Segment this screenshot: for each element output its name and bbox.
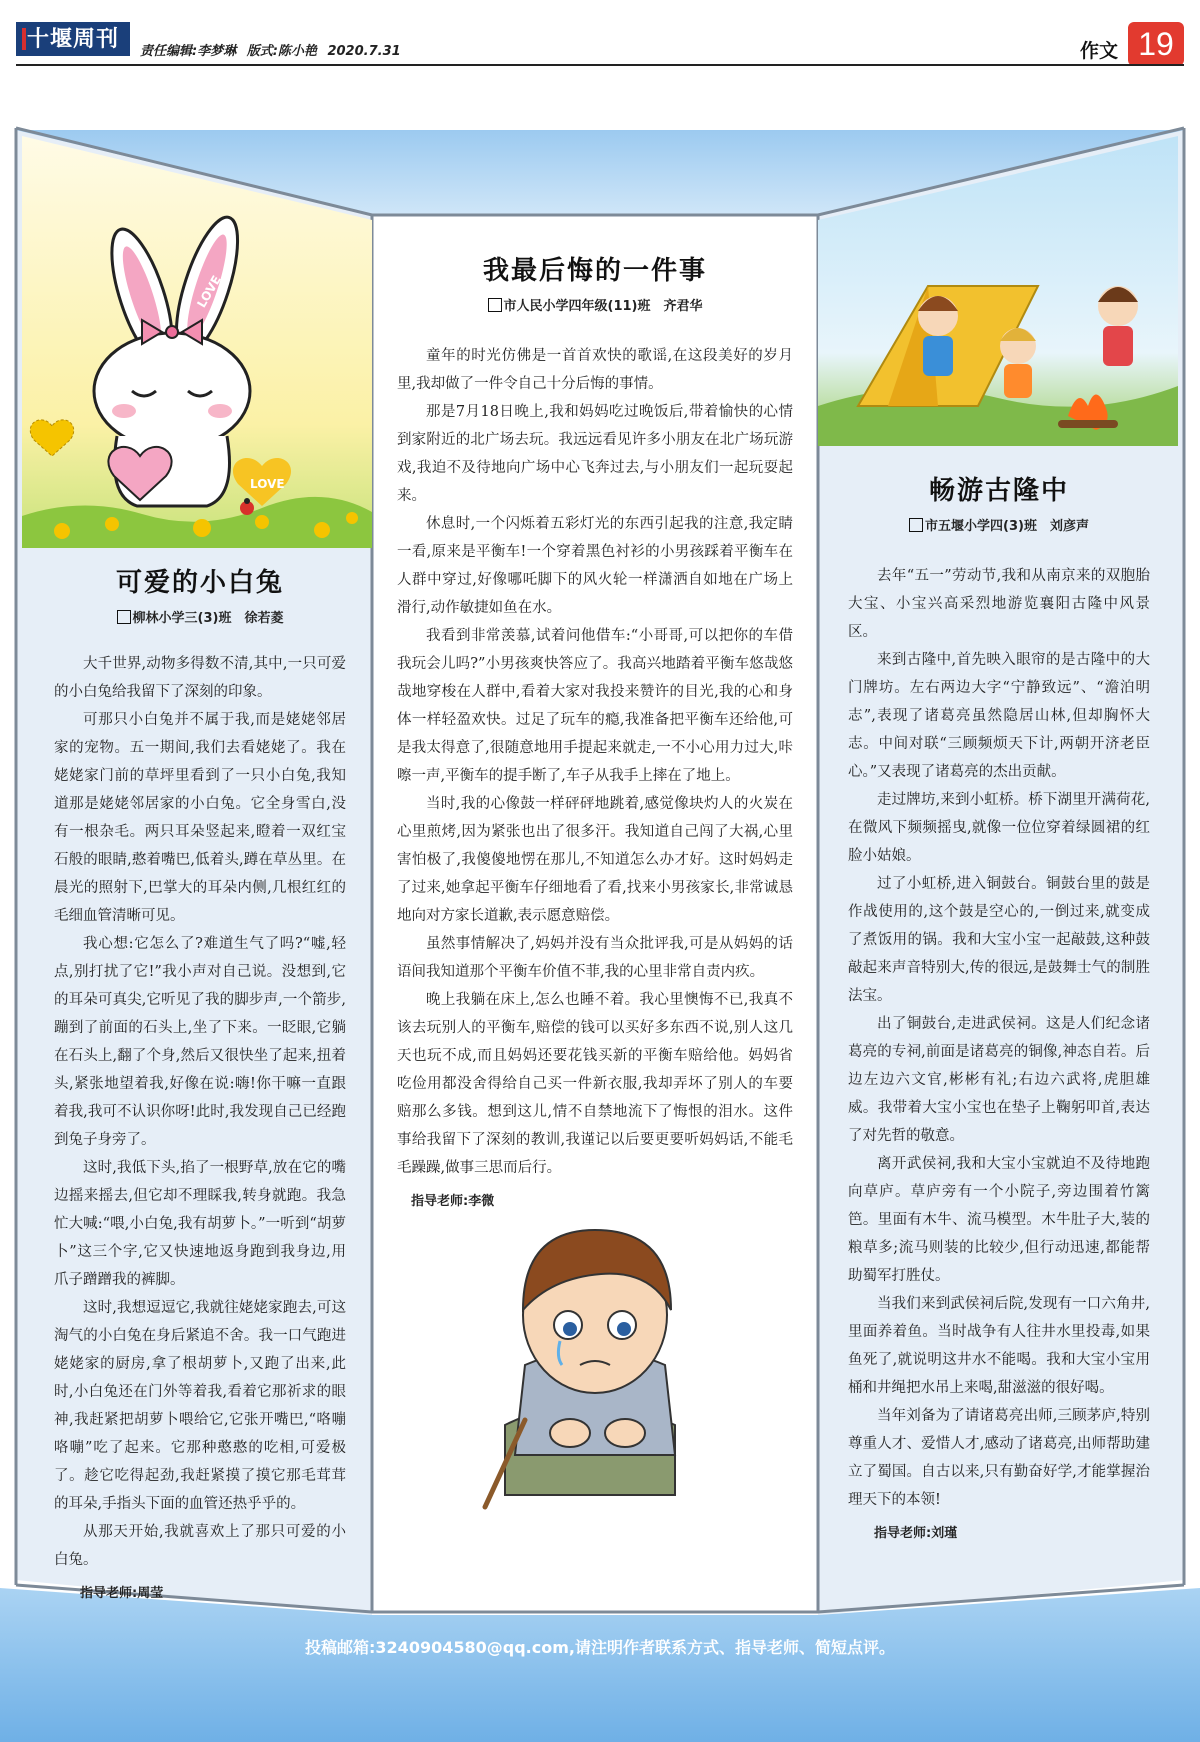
left-body — [54, 650, 346, 1574]
paragraph: 我心想:它怎么了?难道生气了吗?“嘘,轻点,别打扰了它!”我小声对自己说。没想到,它的耳朵可真尖,它听见了我的脚步声,一个箭步,蹦到了前面的石头上,坐了下来。一眨眼,它躺在石头上,翻了个身,然后又很快坐了起来,扭着头,紧张地望着我,好像在说:嗨!你干嘛一直跟着我,我可不认识你呀!此时,我发现自己已经跑到兔子身旁了。 — [54, 936, 346, 1148]
middle-body — [397, 342, 793, 1182]
square-bullet-icon — [117, 610, 131, 624]
left-teacher: 指导老师:周莹 — [80, 1586, 164, 1601]
paragraph: 过了小虹桥,进入铜鼓台。铜鼓台里的鼓是作战使用的,这个鼓是空心的,一倒过来,就变成了煮饭用的锅。我和大宝小宝一起敲鼓,这种鼓敲起来声音特别大,传的很远,是鼓舞士气的制胜法宝。 — [848, 876, 1150, 1004]
square-bullet-icon — [909, 518, 923, 532]
masthead-logo: 十堰周刊 — [16, 22, 130, 56]
paragraph: 出了铜鼓台,走进武侯祠。这是人们纪念诸葛亮的专祠,前面是诸葛亮的铜像,神态自若。后边左边六文官,彬彬有礼;右边六武将,虎胆雄威。我带着大宝小宝也在垫子上鞠躬叩首,表达了对先哲的敬意。 — [848, 1016, 1150, 1144]
left-title: 可爱的小白兔 — [115, 568, 284, 598]
paragraph: 童年的时光仿佛是一首首欢快的歌谣,在这段美好的岁月里,我却做了一件令自己十分后悔的事情。 — [397, 348, 793, 392]
svg-text:LOVE: LOVE — [194, 273, 224, 311]
middle-byline: 市人民小学四年级(11)班 齐君华 — [397, 295, 793, 314]
middle-article — [375, 220, 815, 1610]
page-number: 19 — [1128, 22, 1184, 66]
paragraph: 大千世界,动物多得数不清,其中,一只可爱的小白兔给我留下了深刻的印象。 — [54, 656, 346, 700]
right-teacher: 指导老师:刘瑾 — [874, 1526, 958, 1541]
header-rule — [16, 64, 1184, 66]
paragraph: 当我们来到武侯祠后院,发现有一口六角井,里面养着鱼。当时战争有人往井水里投毒,如果鱼死了,就说明这井水不能喝。我和大宝小宝用桶和井绳把水吊上来喝,甜滋滋的很好喝。 — [848, 1296, 1150, 1396]
right-byline: 市五堰小学四(3)班 刘彦声 — [848, 515, 1150, 534]
left-article — [22, 136, 372, 1626]
paragraph: 休息时,一个闪烁着五彩灯光的东西引起我的注意,我定睛一看,原来是平衡车!一个穿着黑色衬衫的小男孩踩着平衡车在人群中穿过,好像哪吒脚下的风火轮一样潇洒自如地在广场上滑行,动作敏捷如鱼在水。 — [397, 516, 793, 616]
paragraph: 这时,我低下头,掐了一根野草,放在它的嘴边摇来摇去,但它却不理睬我,转身就跑。我急忙大喊:“喂,小白兔,我有胡萝卜。”一听到“胡萝卜”这三个字,它又快速地返身跑到我身边,用爪子蹭蹭我的裤脚。 — [54, 1160, 346, 1288]
paragraph: 我看到非常羡慕,试着问他借车:“小哥哥,可以把你的车借我玩会儿吗?”小男孩爽快答应了。我高兴地踏着平衡车悠哉悠哉地穿梭在人群中,看着大家对我投来赞许的目光,我的心和身体一样轻盈欢快。过足了玩车的瘾,我准备把平衡车还给他,可是我太得意了,很随意地用手提起来就走,一不小心用力过大,咔嚓一声,平衡车的提手断了,车子从我手上摔在了地上。 — [397, 628, 793, 784]
issue-date: 2020.7.31 — [327, 44, 401, 59]
paragraph: 从那天开始,我就喜欢上了那只可爱的小白兔。 — [54, 1524, 346, 1568]
svg-text:LOVE: LOVE — [250, 477, 285, 491]
editor-credit: 责任编辑:李梦琳 — [140, 44, 237, 59]
paragraph: 走过牌坊,来到小虹桥。桥下湖里开满荷花,在微风下频频摇曳,就像一位位穿着绿圆裙的红脸小姑娘。 — [848, 792, 1150, 864]
kids-camping-illustration — [818, 136, 1178, 446]
paragraph: 这时,我想逗逗它,我就往姥姥家跑去,可这淘气的小白兔在身后紧追不舍。我一口气跑进姥姥家的厨房,拿了根胡萝卜,又跑了出来,此时,小白兔还在门外等着我,看着它那祈求的眼神,我赶紧把胡萝卜喂给它,它张开嘴巴,“咯嘣咯嘣”吃了起来。它那种憨憨的吃相,可爱极了。趁它吃得起劲,我赶紧摸了摸它那毛茸茸的耳朵,手指头下面的血管还热乎乎的。 — [54, 1300, 346, 1512]
paragraph: 晚上我躺在床上,怎么也睡不着。我心里懊悔不已,我真不该去玩别人的平衡车,赔偿的钱可以买好多东西不说,别人这几天也玩不成,而且妈妈还要花钱买新的平衡车赔给他。妈妈省吃俭用都没舍得给自己买一件新衣服,我却弄坏了别人的车要赔那么多钱。想到这儿,情不自禁地流下了悔恨的泪水。这件事给我留下了深刻的教训,我谨记以后要更要听妈妈话,不能毛毛躁躁,做事三思而后行。 — [397, 992, 793, 1176]
submission-email-notice: 投稿邮箱:3240904580@qq.com,请注明作者联系方式、指导老师、简短点评。 — [305, 1638, 895, 1657]
paragraph: 那是7月18日晚上,我和妈妈吃过晚饭后,带着愉快的心情到家附近的北广场去玩。我远远看见许多小朋友在北广场玩游戏,我迫不及待地向广场中心飞奔过去,与小朋友们一起玩耍起来。 — [397, 404, 793, 504]
layout-credit: 版式:陈小艳 — [246, 44, 317, 59]
header-credits — [140, 40, 407, 59]
right-article — [818, 136, 1178, 1626]
paragraph: 当时,我的心像鼓一样砰砰地跳着,感觉像块灼人的火炭在心里煎烤,因为紧张也出了很多汗。我知道自己闯了大祸,心里害怕极了,我傻傻地愣在那儿,不知道怎么办才好。这时妈妈走了过来,她拿起平衡车仔细地看了看,找来小男孩家长,非常诚恳地向对方家长道歉,表示愿意赔偿。 — [397, 796, 793, 924]
paragraph: 当年刘备为了请诸葛亮出师,三顾茅庐,特别尊重人才、爱惜人才,感动了诸葛亮,出师帮助建立了蜀国。自古以来,只有勤奋好学,才能掌握治理天下的本领! — [848, 1408, 1150, 1508]
right-body — [848, 562, 1150, 1514]
bunny-love-illustration — [22, 136, 372, 548]
crying-boy-illustration — [375, 1215, 815, 1515]
middle-teacher: 指导老师:李微 — [411, 1194, 495, 1209]
paragraph: 可那只小白兔并不属于我,而是姥姥邻居家的宠物。五一期间,我们去看姥姥了。我在姥姥家门前的草坪里看到了一只小白兔,我知道那是姥姥邻居家的小白兔。它全身雪白,没有一根杂毛。两只耳朵竖起来,瞪着一双红宝石般的眼睛,憨着嘴巴,低着头,蹲在草丛里。在晨光的照射下,巴掌大的耳朵内侧,几根红红的毛细血管清晰可见。 — [54, 712, 346, 924]
paragraph: 去年“五一”劳动节,我和从南京来的双胞胎大宝、小宝兴高采烈地游览襄阳古隆中风景区。 — [848, 568, 1150, 640]
paragraph: 来到古隆中,首先映入眼帘的是古隆中的大门牌坊。左右两边大字“宁静致远”、“澹泊明志”,表现了诸葛亮虽然隐居山林,但却胸怀大志。中间对联“三顾频烦天下计,两朝开济老臣心。”又表现了诸葛亮的杰出贡献。 — [848, 652, 1150, 780]
left-byline: 柳林小学三(3)班 徐若菱 — [54, 607, 346, 626]
right-title: 畅游古隆中 — [928, 476, 1069, 506]
middle-title: 我最后悔的一件事 — [482, 256, 707, 286]
square-bullet-icon — [488, 298, 502, 312]
paragraph: 离开武侯祠,我和大宝小宝就迫不及待地跑向草庐。草庐旁有一个小院子,旁边围着竹篱笆。里面有木牛、流马模型。木牛肚子大,装的粮草多;流马则装的比较少,但行动迅速,都能帮助蜀军打胜仗。 — [848, 1156, 1150, 1284]
paragraph: 虽然事情解决了,妈妈并没有当众批评我,可是从妈妈的话语间我知道那个平衡车价值不菲,我的心里非常自责内疚。 — [397, 936, 793, 980]
section-name: 作文 — [1080, 40, 1119, 62]
